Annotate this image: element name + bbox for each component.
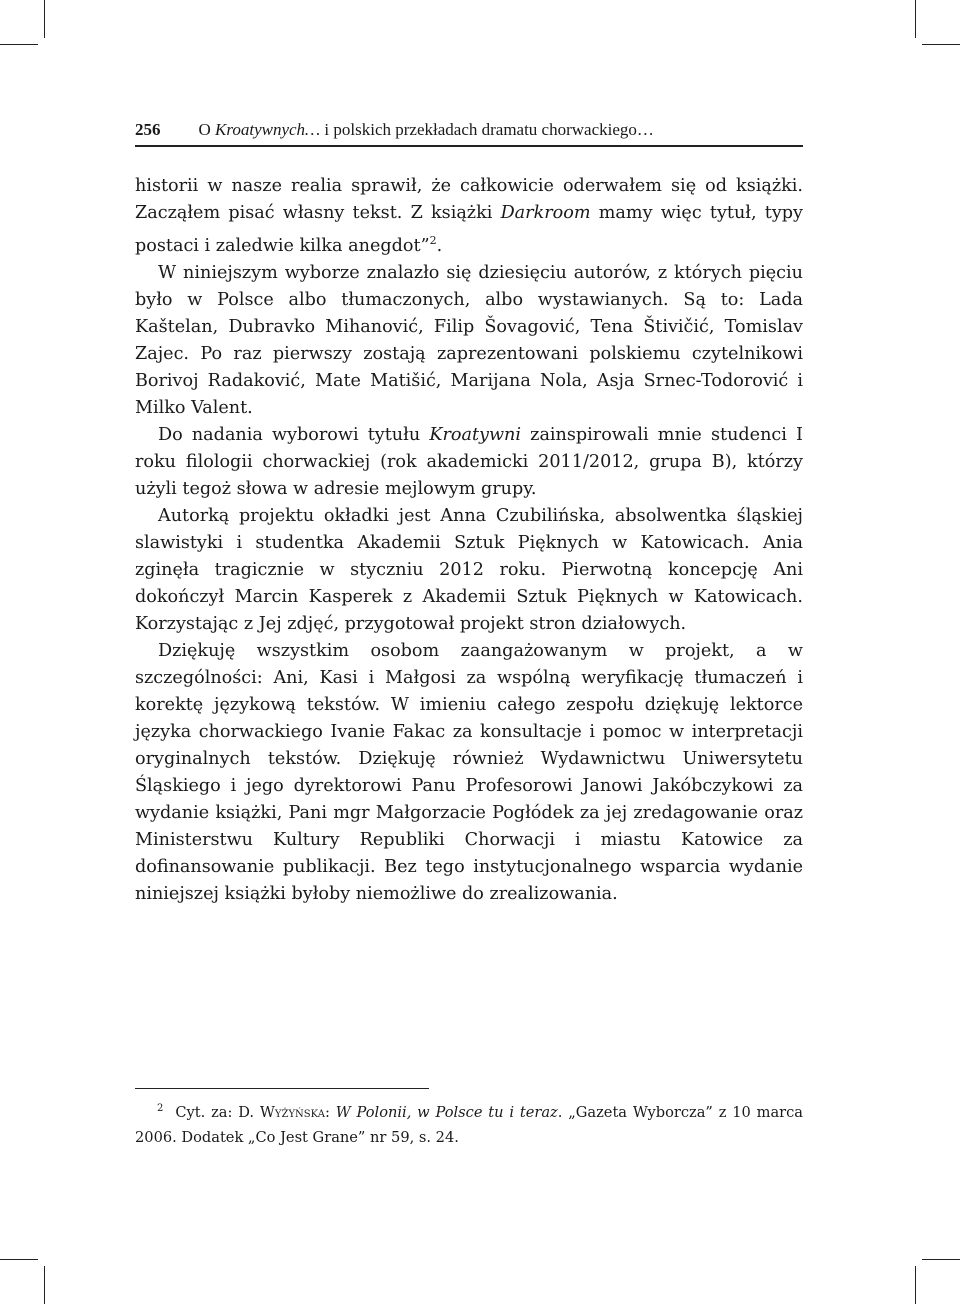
running-title: O Kroatywnych… i polskich przekładach dramatu chorwackiego… <box>198 120 654 139</box>
crop-mark <box>922 44 960 45</box>
crop-mark <box>915 1266 916 1304</box>
header-rule <box>135 145 803 147</box>
crop-mark <box>44 1266 45 1304</box>
author-name: Wyżyńska <box>259 1103 325 1121</box>
footnote-ref[interactable]: 2 <box>429 234 437 247</box>
crop-mark <box>922 1259 960 1260</box>
crop-mark <box>915 0 916 38</box>
paragraph: historii w nasze realia sprawił, że całkowicie oderwałem się od książki. Zacząłem pisać własny tekst. Z książki Darkroom mamy więc tytuł, typy postaci i zaledwie kilka anegdot”$^2$. <box>135 176 803 256</box>
page-number: 256 <box>135 120 161 139</box>
crop-mark <box>0 44 38 45</box>
paragraph: W niniejszym wyborze znalazło się dziesięciu autorów, z których pięciu było w Polsce albo tłumaczonych, albo wystawianych. Są to: Lada Kaštelan, Dubravko Mihanović, Filip Šovagović, Tena Štivičić, Tomislav Zajec. Po raz pierwszy zostają zaprezentowani polskiemu czytelnikowi Borivoj Radaković, Mate Matišić, Marijana Nola, Asja Srnec-Todorović i Milko Valent. <box>135 262 803 418</box>
paragraph: Autorką projektu okładki jest Anna Czubilińska, absolwentka śląskiej slawistyki i studentka Akademii Sztuk Pięknych w Katowicach. Ania zginęła tragicznie w styczniu 2012 roku. Pierwotną koncepcję Ani dokończył Marcin Kasperek z Akademii Sztuk Pięknych w Katowicach. Korzystając z Jej zdjęć, przygotował projekt stron działowych. <box>135 505 803 634</box>
footnote: $^2$ Cyt. za: D. Wyżyńska: W Polonii, w Polsce tu i teraz. „Gazeta Wyborcza” z 10 marca 2006. Dodatek „Co Jest Grane” nr 59, s. 24. <box>135 1103 803 1146</box>
paragraph: Dziękuję wszystkim osobom zaangażowanym w projekt, a w szczególności: Ani, Kasi i Małgosi za wspólną weryfikację tłumaczeń i korektę językową tekstów. W imieniu całego zespołu dziękuję lektorce języka chorwackiego Ivanie Fakac za konsultacje i pomoc w interpretacji oryginalnych tekstów. Dziękuję również Wydawnictwu Uniwersytetu Śląskiego i jego dyrektorowi Panu Profesorowi Janowi Jakóbczykowi za wydanie książki, Pani mgr Małgorzacie Pogłódek za jej zredagowanie oraz Ministerstwu Kultury Republiki Chorwacji i miastu Katowice za dofinansowanie publikacji. Bez tego instytucjonalnego wsparcia wydanie niniejszej książki byłoby niemożliwe do zrealizowania. <box>135 640 803 904</box>
crop-mark <box>0 1259 38 1260</box>
crop-mark <box>44 0 45 38</box>
main-text <box>135 173 803 908</box>
footnote-rule <box>135 1088 429 1089</box>
running-header <box>135 119 803 141</box>
footnote-number: 2 <box>157 1103 164 1114</box>
paragraph: Do nadania wyborowi tytułu Kroatywni zainspirowali mnie studenci I roku filologii chorwackiej (rok akademicki 2011/2012, grupa B), którzy użyli tegoż słowa w adresie mejlowym grupy. <box>135 424 804 499</box>
